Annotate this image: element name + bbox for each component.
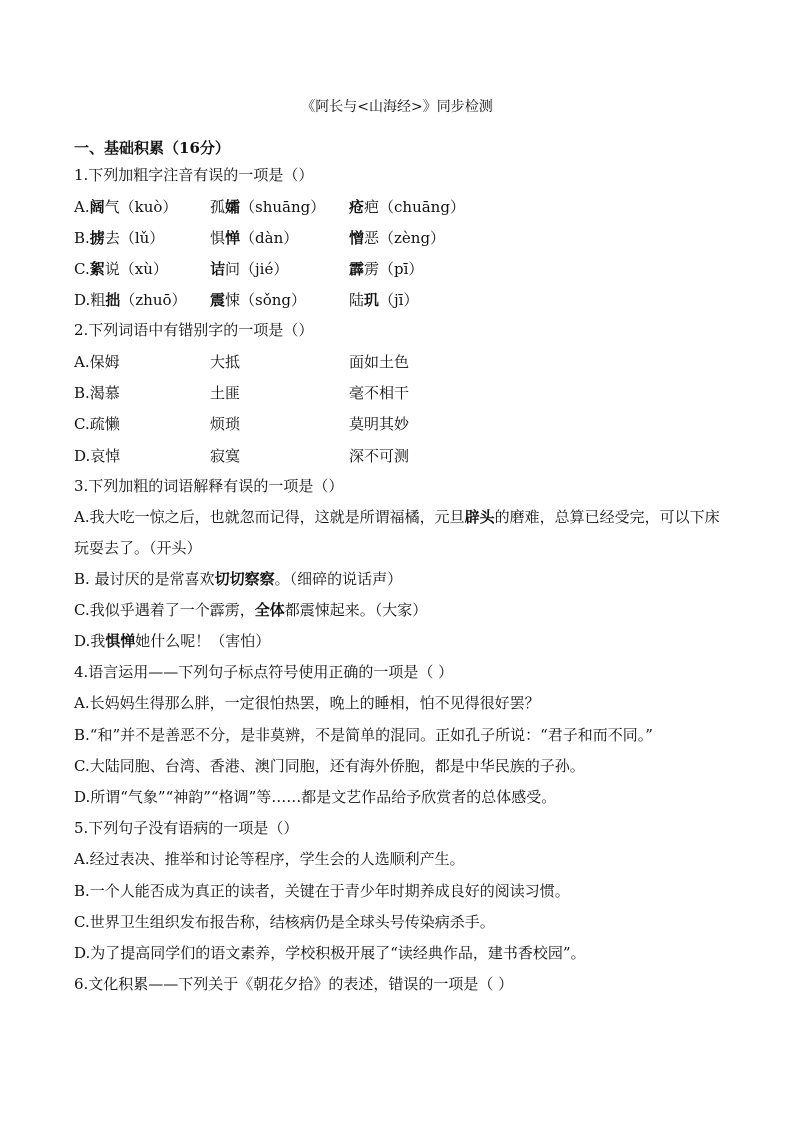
q2-c-3: 莫明其妙 xyxy=(349,415,410,433)
q3-option-b: B. 最讨厌的是常喜欢切切察察。（细碎的说话声） xyxy=(74,570,403,588)
question-4-stem: 4.语言运用——下列句子标点符号使用正确的一项是（ ） xyxy=(74,663,454,681)
question-2-stem: 2.下列词语中有错别字的一项是（） xyxy=(74,321,314,339)
q1-a-3: 疮疤（chuāng） xyxy=(349,198,465,216)
q1-d-3: 陆玑（jī） xyxy=(349,291,419,309)
q2-d-3: 深不可测 xyxy=(349,447,410,465)
q2-d-2: 寂寞 xyxy=(210,447,241,465)
q2-b-2: 土匪 xyxy=(210,384,241,402)
q4-option-c: C.大陆同胞、台湾、香港、澳门同胞，还有海外侨胞，都是中华民族的子孙。 xyxy=(74,757,585,775)
q1-b-1: B.掳去（lǔ） xyxy=(74,229,165,247)
q5-option-a: A.经过表决、推举和讨论等程序，学生会的人选顺利产生。 xyxy=(74,850,465,868)
q2-d-1: D.哀悼 xyxy=(74,447,121,465)
q3-option-c: C.我似乎遇着了一个霹雳，全体都震悚起来。（大家） xyxy=(74,601,428,619)
question-6-stem: 6.文化积累——下列关于《朝花夕拾》的表述，错误的一项是（ ） xyxy=(74,975,514,993)
q4-option-a: A.长妈妈生得那么胖，一定很怕热罢，晚上的睡相，怕不见得很好罢？ xyxy=(74,694,540,712)
q4-option-d: D.所谓“气象”“神韵”“格调”等……都是文艺作品给予欣赏者的总体感受。 xyxy=(74,788,557,806)
q5-option-b: B.一个人能否成为真正的读者，关键在于青少年时期养成良好的阅读习惯。 xyxy=(74,882,570,900)
q1-a-2: 孤孀（shuāng） xyxy=(210,198,326,216)
document-title: 《阿长与<山海经>》同步检测 xyxy=(301,99,493,115)
q5-option-c: C.世界卫生组织发布报告称，结核病仍是全球头号传染病杀手。 xyxy=(74,913,495,931)
q2-a-3: 面如土色 xyxy=(349,353,410,371)
section-heading: 一、基础积累（16分） xyxy=(74,139,230,157)
q1-c-3: 霹雳（pī） xyxy=(349,260,424,278)
q1-a-1: A.阔气（kuò） xyxy=(74,198,178,216)
q3-option-a: A.我大吃一惊之后，也就忽而记得，这就是所谓福橘，元旦辟头的磨难，总算已经受完，可以下床玩耍去了。（开头） xyxy=(74,508,720,557)
question-3-stem: 3.下列加粗的词语解释有误的一项是（） xyxy=(74,477,344,495)
q1-d-2: 震悚（sǒng） xyxy=(210,291,307,309)
q2-b-3: 毫不相干 xyxy=(349,384,410,402)
q2-c-1: C.疏懒 xyxy=(74,415,120,433)
q5-option-d: D.为了提高同学们的语文素养，学校积极开展了“读经典作品，建书香校园”。 xyxy=(74,944,586,962)
q2-a-2: 大抵 xyxy=(210,353,241,371)
q2-c-2: 烦琐 xyxy=(210,415,241,433)
q1-b-3: 憎恶（zèng） xyxy=(349,229,446,247)
question-5-stem: 5.下列句子没有语病的一项是（） xyxy=(74,819,299,837)
question-1-stem: 1.下列加粗字注音有误的一项是（） xyxy=(74,166,314,184)
q4-option-b: B.“和”并不是善恶不分，是非莫辨，不是简单的混同。正如孔子所说：“君子和而不同。” xyxy=(74,726,653,744)
q3-option-d: D.我惧惮她什么呢！（害怕） xyxy=(74,632,271,650)
q1-b-2: 惧惮（dàn） xyxy=(210,229,299,247)
q1-c-1: C.絮说（xù） xyxy=(74,260,168,278)
q2-b-1: B.渴慕 xyxy=(74,384,120,402)
q2-a-1: A.保姆 xyxy=(74,353,120,371)
q1-d-1: D.粗拙（zhuō） xyxy=(74,291,187,309)
q1-c-2: 诘问（jié） xyxy=(210,260,289,278)
